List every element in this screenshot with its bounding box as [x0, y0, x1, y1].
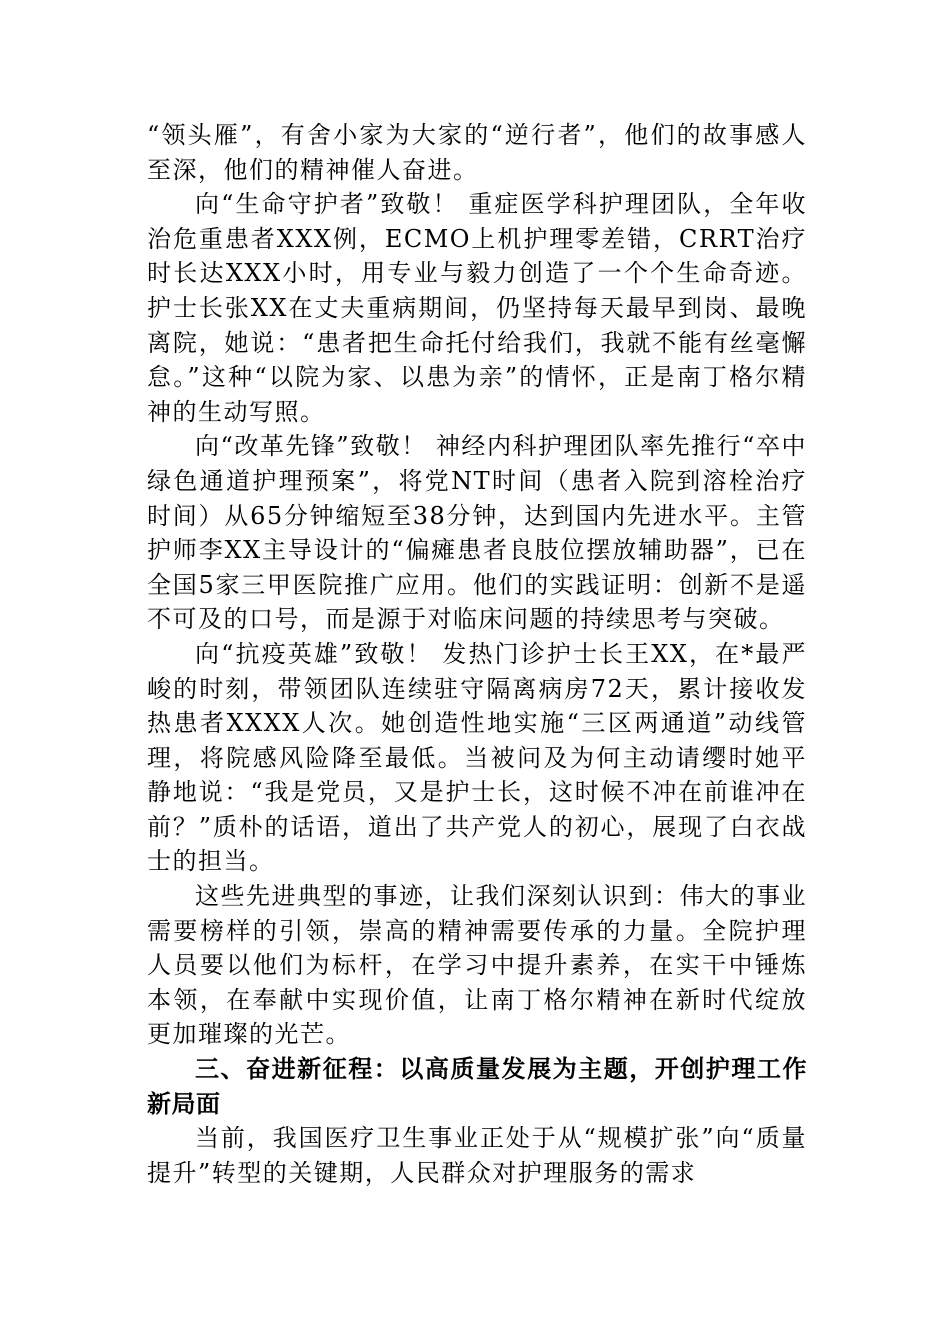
paragraph-role-models: 这些先进典型的事迹，让我们深刻认识到：伟大的事业需要榜样的引领，崇高的精神需要传承的力量。全院护理人员要以他们为标杆，在学习中提升素养，在实干中锤炼本领，在奉献中实现价值，让南丁格尔精神在新时代绽放更加璀璨的光芒。 — [147, 882, 807, 1049]
paragraph-life-guardians: 向“生命守护者”致敬！ 重症医学科护理团队，全年收治危重患者XXX例，ECMO上机护理零差错，CRRT治疗时长达XXX小时，用专业与毅力创造了一个个生命奇迹。护士长张XX在丈夫重病期间，仍坚持每天最早到岗、最晚离院，她说：“患者把生命托付给我们，我就不能有丝毫懈怠。”这种“以院为家、以患为亲”的情怀，正是南丁格尔精神的生动写照。 — [147, 190, 807, 426]
paragraph-continuation: “领头雁”，有舍小家为大家的“逆行者”，他们的故事感人至深，他们的精神催人奋进。 — [147, 121, 807, 184]
document-body — [147, 118, 807, 1190]
section-heading: 三、奋进新征程：以高质量发展为主题，开创护理工作新局面 — [147, 1055, 807, 1118]
paragraph-current-situation: 当前，我国医疗卫生事业正处于从“规模扩张”向“质量提升”转型的关键期，人民群众对护理服务的需求 — [147, 1124, 807, 1187]
paragraph-epidemic-heroes: 向“抗疫英雄”致敬！ 发热门诊护士长王XX，在*最严峻的时刻，带领团队连续驻守隔离病房72天，累计接收发热患者XXXX人次。她创造性地实施“三区两通道”动线管理，将院感风险降至最低。当被问及为何主动请缨时她平静地说：“我是党员，又是护士长，这时候不冲在前谁冲在前？”质朴的话语，道出了共产党人的初心，展现了白衣战士的担当。 — [147, 639, 807, 876]
paragraph-reform-pioneers: 向“改革先锋”致敬！ 神经内科护理团队率先推行“卒中绿色通道护理预案”，将党NT时间（患者入院到溶栓治疗时间）从65分钟缩短至38分钟，达到国内先进水平。主管护师李XX主导设计的“偏瘫患者良肢位摆放辅助器”，已在全国5家三甲医院推广应用。他们的实践证明：创新不是遥不可及的口号，而是源于对临床问题的持续思考与突破。 — [147, 432, 807, 634]
